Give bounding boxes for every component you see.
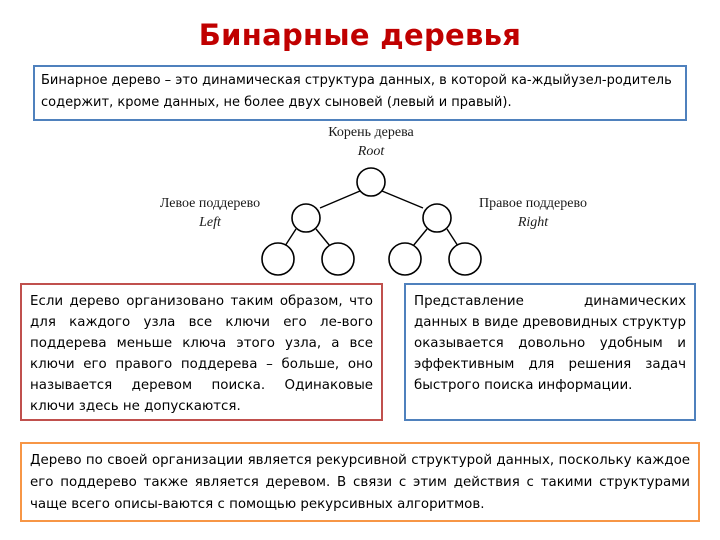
tree-node-right xyxy=(423,204,451,232)
tree-node-left-left xyxy=(262,243,294,275)
slide-title: Бинарные деревья xyxy=(198,18,522,52)
tree-node-right-left xyxy=(389,243,421,275)
edge-root-right xyxy=(382,191,423,208)
tree-node-right-right xyxy=(449,243,481,275)
edge-root-left xyxy=(320,191,360,208)
definition-box xyxy=(33,65,687,121)
search-tree-box: Если дерево организовано таким образом, что для каждого узла все ключи его ле-вого поддерева меньше ключа этого узла, а все ключи его правого поддерева – больше, оно называется деревом поиска. Одинаковые ключи здесь не допускаются. xyxy=(20,283,383,421)
root-label: Корень дерева xyxy=(328,125,414,140)
left-subtree-name: Left xyxy=(199,215,221,230)
edge-left-lr xyxy=(316,229,330,246)
binary-tree-diagram xyxy=(0,120,720,285)
definition-term: Бинарное дерево xyxy=(41,73,161,88)
tree-node-root xyxy=(357,168,385,196)
right-subtree-name: Right xyxy=(517,215,549,230)
root-name: Root xyxy=(357,144,385,159)
tree-node-left-right xyxy=(322,243,354,275)
definition-text: – это динамическая структура данных, в которой ка-ждыйузел-родитель содержит, кроме данных, не более двух сыновей (левый и правый). xyxy=(41,73,672,110)
tree-node-left xyxy=(292,204,320,232)
edge-right-rl xyxy=(413,229,427,246)
right-subtree-label: Правое поддерево xyxy=(478,196,588,211)
left-subtree-label: Левое поддерево xyxy=(159,196,261,211)
dynamic-structures-box: Представление динамических данных в виде древовидных структур оказывается довольно удобным и эффективным для решения задач быстрого поиска информации. xyxy=(404,283,696,421)
edge-left-ll xyxy=(285,229,296,246)
recursive-structure-box: Дерево по своей организации является рекурсивной структурой данных, поскольку каждое его поддерево также является деревом. В связи с этим действия с такими структурами чаще всего описы-ваются с помощью рекурсивных алгоритмов. xyxy=(20,442,700,522)
edge-right-rr xyxy=(447,229,458,246)
